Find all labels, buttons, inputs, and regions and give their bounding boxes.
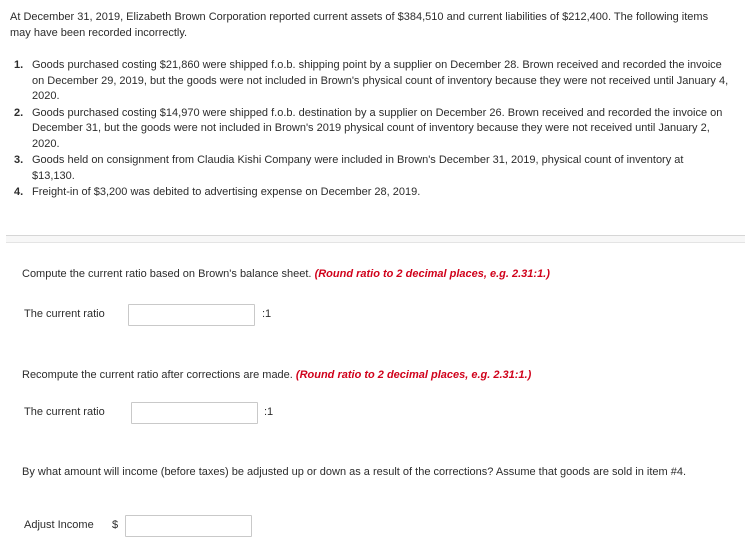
- question-1-hint: (Round ratio to 2 decimal places, e.g. 2.31:1.): [314, 268, 550, 280]
- item-text: Goods held on consignment from Claudia Kishi Company were included in Brown's December 31, 2019, physical count of inventory at $13,130.: [32, 154, 684, 182]
- list-item: [14, 153, 729, 184]
- question-3-prompt: By what amount will income (before taxes) be adjusted up or down as a result of the corrections? Assume that goods are sold in item #4.: [22, 466, 687, 478]
- section-divider: [6, 235, 745, 243]
- question-1-text: Compute the current ratio based on Brown's balance sheet.: [22, 268, 312, 280]
- adjust-income-row: [24, 514, 324, 540]
- current-ratio-label-2: The current ratio: [24, 406, 105, 418]
- ratio-suffix-2: :1: [264, 406, 274, 418]
- current-ratio-row-2: [24, 401, 324, 427]
- item-number: 3.: [14, 154, 24, 166]
- item-text: Freight-in of $3,200 was debited to advertising expense on December 28, 2019.: [32, 186, 421, 198]
- question-2-prompt: [22, 367, 722, 383]
- current-ratio-label-1: The current ratio: [24, 308, 105, 320]
- question-2-hint: (Round ratio to 2 decimal places, e.g. 2.31:1.): [295, 369, 532, 381]
- current-ratio-row-1: [24, 303, 324, 329]
- problem-intro: At December 31, 2019, Elizabeth Brown Corporation reported current assets of $384,510 and current liabilities of $212,400. The following items may have been recorded incorrectly.: [10, 11, 709, 39]
- item-list: [14, 58, 729, 202]
- list-item: [14, 185, 729, 201]
- current-ratio-input-1[interactable]: [128, 304, 255, 326]
- adjust-income-input[interactable]: [125, 515, 252, 537]
- currency-symbol: $: [112, 519, 119, 531]
- item-number: 2.: [14, 106, 24, 119]
- list-item: [14, 58, 729, 105]
- item-text: Goods purchased costing $14,970 were shipped f.o.b. destination by a supplier on December 26. Brown received and recorded the invoice on December 31, but the goods were not included in Brown's 2019 physical count of inventory because they were not received until January 2, 2020.: [32, 106, 723, 150]
- item-text: Goods purchased costing $21,860 were shipped f.o.b. shipping point by a supplier on December 28. Brown received and recorded the invoice on December 29, 2019, but the goods were not included in Brown's physical count of inventory because they were not received until January 4, 2020.: [32, 59, 729, 102]
- current-ratio-input-2[interactable]: [131, 402, 258, 424]
- question-1-prompt: [22, 266, 722, 282]
- item-number: 4.: [14, 186, 24, 198]
- list-item: [14, 106, 729, 153]
- adjust-income-label: Adjust Income: [24, 519, 94, 531]
- ratio-suffix-1: :1: [262, 308, 272, 320]
- item-number: 1.: [14, 59, 24, 71]
- question-2-text: Recompute the current ratio after corrections are made.: [22, 369, 293, 381]
